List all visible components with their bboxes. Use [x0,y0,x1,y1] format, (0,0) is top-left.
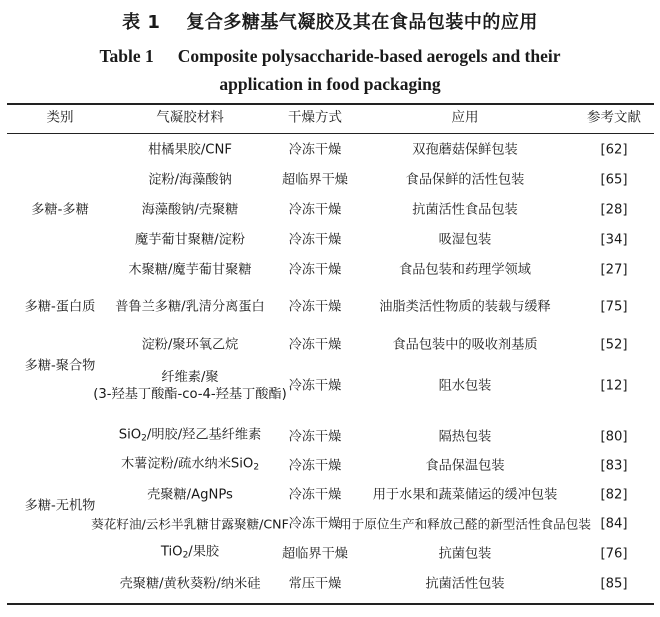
english-caption-line2: application in food packaging [219,74,441,94]
row-1-ref: [62] [600,142,628,158]
row-13-material-b: /果胶 [188,544,220,560]
row-6-application: 油脂类活性物质的装载与缓释 [379,299,551,315]
row-12-drying: 冷冻干燥 [288,516,342,532]
row-5-material: 木聚糖/魔芋葡甘聚糖 [128,262,252,278]
row-10-material-sub: 2 [253,462,260,473]
row-3-ref: [28] [600,202,628,218]
row-6-ref: [75] [600,299,628,315]
row-10-material [121,456,259,477]
header-drying: 干燥方式 [288,109,342,126]
row-1-application: 双孢蘑菇保鲜包装 [412,142,518,158]
english-caption-label: Table 1 [99,46,154,66]
row-3-drying: 冷冻干燥 [288,202,342,218]
header-category: 类别 [46,109,74,126]
english-caption-line1: Composite polysaccharide-based aerogels and their [177,46,561,66]
table-bottom-rule [7,603,654,605]
row-14-ref: [85] [600,576,628,592]
row-13-ref: [76] [600,546,628,562]
row-4-ref: [34] [600,232,628,248]
row-14-drying: 常压干燥 [288,576,342,592]
row-9-material-sub: 2 [141,433,147,444]
row-9-application: 隔热包装 [438,429,492,445]
row-14-application: 抗菌活性包装 [425,576,505,592]
row-2-ref: [65] [600,172,628,188]
row-10-material-a: 木薯淀粉/疏水纳米SiO [120,456,254,472]
row-5-drying: 冷冻干燥 [288,262,342,278]
row-4-material: 魔芋葡甘聚糖/淀粉 [135,232,245,248]
chinese-caption [0,8,660,34]
row-8-drying: 冷冻干燥 [288,378,342,394]
row-5-ref: [27] [600,262,628,278]
row-9-ref: [80] [600,429,628,445]
row-6-material: 普鲁兰多糖/乳清分离蛋白 [115,299,265,315]
row-6-drying: 冷冻干燥 [288,299,342,315]
row-2-material: 淀粉/海藻酸钠 [148,172,232,188]
row-12-application: 用于原位生产和释放己醛的新型活性食品包装 [339,516,591,532]
category-polysaccharide-polysaccharide: 多糖-多糖 [31,202,89,218]
category-polysaccharide-inorganic: 多糖-无机物 [24,498,96,514]
row-8-material-line2: (3-羟基丁酸酯-co-4-羟基丁酸酯) [93,387,287,402]
row-2-drying: 超临界干燥 [282,172,348,188]
row-1-material: 柑橘果胶/CNF [148,142,232,158]
row-10-drying: 冷冻干燥 [288,458,342,474]
row-13-drying: 超临界干燥 [282,546,348,562]
category-polysaccharide-polymer: 多糖-聚合物 [24,358,96,374]
row-7-ref: [52] [600,337,628,353]
row-9-material [119,427,262,448]
row-9-material-a: SiO [118,427,142,443]
header-reference: 参考文献 [587,109,641,126]
row-13-application: 抗菌包装 [438,546,492,562]
row-7-material: 淀粉/聚环氧乙烷 [141,337,239,353]
row-8-material [93,369,287,403]
table-top-rule [7,103,654,105]
row-9-material-b: /明胶/羟乙基纤维素 [146,427,262,443]
row-11-ref: [82] [600,487,628,503]
row-12-ref: [84] [600,516,628,532]
chinese-caption-title: 复合多糖基气凝胶及其在食品包装中的应用 [186,12,538,33]
row-4-drying: 冷冻干燥 [288,232,342,248]
chinese-caption-label: 表 1 [122,12,161,33]
english-caption [0,42,660,98]
row-3-material: 海藻酸钠/壳聚糖 [141,202,239,218]
row-8-application: 阻水包装 [438,378,492,394]
row-11-application: 用于水果和蔬菜储运的缓冲包装 [372,487,558,503]
row-10-application: 食品保温包装 [425,458,505,474]
row-2-application: 食品保鲜的活性包装 [405,172,525,188]
row-14-material: 壳聚糖/黄秋葵粉/纳米硅 [119,576,261,592]
row-13-material [161,544,219,565]
row-11-drying: 冷冻干燥 [288,487,342,503]
row-10-ref: [83] [600,458,628,474]
row-9-drying: 冷冻干燥 [288,429,342,445]
row-7-application: 食品包装中的吸收剂基质 [392,337,538,353]
row-1-drying: 冷冻干燥 [288,142,342,158]
row-13-material-sub: 2 [182,550,189,561]
row-13-material-a: TiO [160,544,183,560]
header-material: 气凝胶材料 [156,109,224,126]
row-7-drying: 冷冻干燥 [288,337,342,353]
row-11-material: 壳聚糖/AgNPs [147,487,233,503]
row-8-ref: [12] [600,378,628,394]
row-8-material-line1: 纤维素/聚 [161,370,219,385]
row-3-application: 抗菌活性食品包装 [412,202,518,218]
table-header-rule [7,133,654,134]
category-polysaccharide-protein: 多糖-蛋白质 [24,299,96,315]
row-4-application: 吸湿包装 [438,232,492,248]
row-5-application: 食品包装和药理学领域 [399,262,531,278]
header-application: 应用 [451,109,479,126]
row-12-material: 葵花籽油/云杉半乳糖甘露聚糖/CNF [91,516,289,532]
